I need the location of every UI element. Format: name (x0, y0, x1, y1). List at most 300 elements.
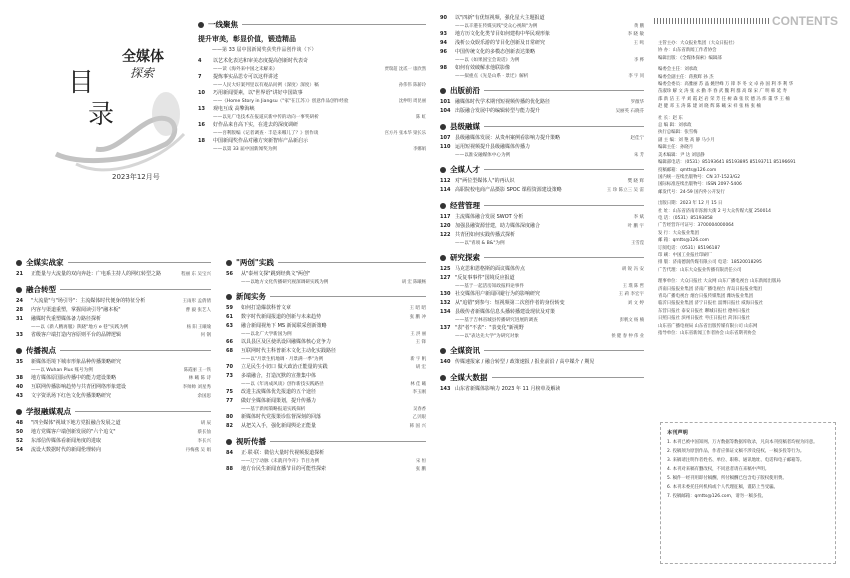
entry-subtitle: ——拟重点《先是山系 · 景迁》解析 (455, 74, 529, 79)
entry-title: 中国传统文化的多模态创新表达策略 (455, 49, 536, 55)
entry-title: 改进主流媒体优先报道的五个途径 (241, 389, 317, 395)
section-rule (270, 441, 426, 442)
entry-title: 县级融媒体发展：从贵州案例看影响力提升策略 (455, 135, 561, 141)
section-header (16, 284, 211, 295)
section-title: 研究探索 (450, 253, 480, 262)
entry-title: 互联网时代主科普新木文化主动化实践路径 (241, 348, 337, 354)
section-header (16, 257, 211, 268)
entry-author: 王 珍 陈立三 吴 雷 (606, 188, 644, 193)
toc-entry[interactable] (440, 134, 644, 143)
toc-entry[interactable] (198, 121, 426, 130)
entry-page-number: 18 (198, 138, 205, 144)
section-title: 全媒实战家 (26, 258, 64, 267)
entry-author: 贾瑞超 沈贰一 康欣然 (384, 67, 426, 72)
entry-page-number: 140 (440, 359, 451, 365)
colophon (654, 14, 838, 499)
col2 (226, 252, 426, 474)
toc-entry[interactable] (16, 446, 211, 455)
section-rule (492, 377, 645, 378)
entry-subtitle-row (440, 283, 644, 290)
entry-subtitle: ——基于一起活房知政报料论事件 (455, 284, 524, 289)
entry-subtitle: ——以"月景生机地调 · 月景满一季"为例 (241, 357, 324, 362)
entry-subtitle: ——以"青项 & B&"为例 (455, 241, 505, 246)
toc-entry[interactable] (440, 143, 644, 152)
section-header (440, 121, 644, 132)
toc-entry[interactable] (198, 137, 426, 146)
section-title: 视听传播 (236, 437, 266, 446)
toc-entry[interactable] (226, 313, 426, 322)
entry-page-number: 4 (198, 58, 202, 64)
entry-title: 县级传者新媒体信息头播转播建设现状及对策 (455, 309, 556, 315)
entry-author: 王雨彤 孟倩倩 (182, 299, 211, 304)
entry-page-number: 132 (440, 300, 451, 306)
masthead-line: 邮发代号：24-59 国内外公开发行 (658, 189, 725, 195)
entry-page-number: 143 (440, 386, 451, 392)
toc-entry[interactable] (16, 331, 211, 340)
col1-bottom (16, 252, 211, 455)
masthead-line: 广告代理：山东大众报业传播有限责任公司 (658, 267, 742, 273)
section-title: 融合转型 (26, 285, 56, 294)
entry-page-number: 13 (198, 106, 205, 112)
section-bullet-icon (440, 375, 446, 381)
toc-entry[interactable] (16, 383, 211, 392)
masthead-line: 国际标准连续出版物号：ISSN 2097-5406 (658, 182, 742, 188)
entry-author: 罗薇华 (630, 100, 644, 105)
entry-author: 林 曦 陈 诗 (188, 376, 211, 381)
entry-page-number: 43 (16, 393, 23, 399)
toc-entry[interactable] (440, 48, 644, 57)
entry-author: 杨 阳 王曦瑜 (186, 325, 211, 330)
entry-title: 如何打造爆款科普文章 (241, 305, 292, 311)
entry-author: 曹 毅 张艺人 (185, 308, 211, 313)
entry-title: 出版融合发展中的编辑转型与能力提升 (455, 108, 541, 114)
entry-title: "表"者"不表"："表变化"新视野 (455, 325, 524, 331)
toc-entry[interactable] (226, 304, 426, 313)
section-rule (60, 350, 211, 351)
entry-author: 胡 宏 陈曦畅 (401, 280, 426, 285)
entry-title: 对"两位型媒体人"的再认识 (455, 178, 515, 184)
section-rule (278, 262, 426, 263)
entry-title: 如何有效破解求他联影像 (455, 65, 511, 71)
entry-title: 地方媒体原国际传播中的能力建设策略 (31, 375, 117, 381)
entry-author: 吴丽英 石晓芬 (615, 109, 644, 114)
toc-entry[interactable] (440, 290, 644, 299)
masthead-line: 电 话：（0531）85193858 (658, 215, 713, 221)
entry-author: 陈霞丽 王一铁 (183, 368, 211, 373)
entry-title: 数字时代新闻报道的创新与未来趋势 (241, 314, 322, 320)
entry-title: "四全媒体"视域下地方党报融合发展之道 (31, 420, 121, 426)
masthead-line: 赵 健 邓 玉 涛 陈 建 刘 晓 辉 陈 曦 宋 祥 张 杨 张 楠 (658, 104, 761, 110)
section-bullet-icon (226, 260, 232, 266)
masthead-line: 国内统一连续出版物号：CN 37-1523/G2 (658, 174, 741, 180)
toc-entry[interactable] (226, 372, 426, 381)
masthead-line: 临沂日报报业集团 济宁日报社 淄博日报社 威海日报社 (658, 301, 764, 307)
toc-entry[interactable] (226, 413, 426, 422)
toc-entry[interactable] (198, 57, 426, 66)
entry-title: 提炼事实品思专可以这样讲述 (213, 74, 279, 80)
entry-author: 朱 芳 (634, 153, 644, 158)
entry-page-number: 31 (16, 316, 23, 322)
entry-title: 内容与渠道重塑，掌握阅读引导"融本板" (31, 307, 121, 313)
entry-page-number: 137 (440, 325, 451, 331)
toc-entry[interactable] (440, 39, 644, 48)
entry-subtitle: ——人民大好案列里以有观品问例（深度）深度）稿 (213, 83, 319, 88)
entry-title: 高职院校电商产品摄影 SPOC 课程资源建设策略 (455, 187, 562, 193)
entry-page-number: 52 (16, 438, 23, 444)
notice-line: 2. 投稿须为原创作品，作者应保证文稿不涉及侵权、一稿多投等行为。 (667, 449, 805, 454)
entry-title: 好作品来自高下实，在进去的深度调研 (213, 122, 299, 128)
toc-entry[interactable] (226, 465, 426, 474)
entry-author: 王雪滢 (631, 241, 644, 246)
entry-subtitle: ——以地方文化传播研究视深调研实践为例 (241, 280, 329, 285)
notice-line: 5. 稿件一经刊用即付稿酬，所付稿酬已包含电子版权使用费。 (667, 476, 787, 481)
entry-author: 张 鹏 (415, 467, 426, 472)
entry-subtitle: ——以 Wuhan Plus 账号为例 (31, 368, 93, 373)
toc-entry[interactable] (440, 231, 644, 240)
entry-page-number: 112 (440, 178, 451, 184)
entry-author: 李 宇 同 (628, 74, 644, 79)
entry-author: 王 昭 昭 (409, 306, 426, 311)
entry-subtitle: ——以淮安融媒体中心为例 (455, 153, 511, 158)
entry-subtitle-row (198, 114, 426, 121)
entry-subtitle-row (440, 73, 644, 80)
notice-line: 3. 来稿请注明作者姓名、单位、职称、通讯地址、电话和电子邮箱等。 (667, 458, 805, 463)
notice-line: 7. 投稿邮箱：qmtts@126.com，请勿一稿多投。 (667, 494, 767, 499)
toc-entry[interactable] (440, 64, 644, 73)
entry-title: "大流量"与"场引导"：主流媒体时代便身的特征分析 (31, 298, 146, 304)
toc-entry[interactable] (226, 338, 426, 347)
masthead-line: 社 址：山东省济南市泺源大街 2 号大众传媒大厦 250014 (658, 208, 771, 214)
section-header (226, 436, 426, 447)
toc-entry[interactable] (440, 98, 644, 107)
toc-entry[interactable] (226, 388, 426, 397)
toc-entry[interactable] (440, 308, 644, 317)
entry-title: "反复事事件"国境反应报道 (455, 275, 515, 281)
masthead-line: 订阅电话：（0531）85196187 (658, 245, 721, 251)
entry-page-number: 130 (440, 291, 451, 297)
section-title: 出版前沿 (450, 86, 480, 95)
entry-author: 胡 宏 (415, 365, 426, 370)
entry-page-number: 127 (440, 275, 451, 281)
toc-entry[interactable] (440, 265, 644, 274)
masthead-line: 东营日报社 泰安日报社 聊城日报社 德州日报社 (658, 308, 751, 314)
toc-entry[interactable] (226, 347, 426, 356)
masthead-line: 青岛广播电视台 烟台日报传媒集团 潍坊报业集团 (658, 294, 753, 299)
entry-title: 社交媒体用户新闻回避行为的影响研究 (455, 291, 541, 297)
masthead-line: 副 主 编：刘 艳 高 静 马小月 (658, 137, 715, 143)
entry-page-number: 59 (226, 305, 233, 311)
toc-entry[interactable] (226, 397, 426, 406)
entry-subtitle-row (226, 381, 426, 388)
entry-page-number: 16 (198, 122, 205, 128)
col1-top (198, 14, 426, 153)
masthead-line: 编委会副主任：蒋燕辉 孙 杰 (658, 74, 714, 80)
masthead-line: 总 编 辑：刘承政 (658, 123, 692, 129)
toc-entry[interactable] (16, 297, 211, 306)
entry-page-number: 28 (16, 307, 23, 313)
entry-subtitle: ——以先广电技术在报道庆新中传的动向一事奖研析 (213, 115, 319, 120)
entry-author: 余国思 (197, 394, 211, 399)
toc-entry[interactable] (440, 324, 644, 333)
entry-page-number: 48 (16, 420, 23, 426)
entry-title: 新媒体时代党报策诊监督深刻的回落 (241, 414, 322, 420)
entry-subtitle-row (16, 324, 211, 331)
toc-entry[interactable] (198, 73, 426, 82)
entry-author: 程丽 东 吴宝兴 (181, 272, 211, 277)
entry-subtitle-row (198, 98, 426, 105)
headline: 提升审美，彰显价值，锻造精品 (198, 35, 296, 43)
section-title: 经营管理 (450, 201, 480, 210)
section-bullet-icon (440, 255, 446, 261)
toc-entry[interactable] (226, 449, 426, 458)
entry-author: 叶 鹏 宇 (627, 224, 644, 229)
entry-title: 从"泰州文探"跳到经典文"两创" (241, 271, 311, 277)
entry-subtitle: ——以"表达先大学"为研究对象 (455, 334, 519, 339)
entry-subtitle-row (198, 130, 426, 137)
entry-subtitle-row (226, 356, 426, 363)
entry-subtitle-row (198, 146, 426, 153)
section-rule (484, 257, 644, 258)
right-page (440, 14, 838, 570)
entry-author: 王 锋 (415, 340, 426, 345)
entry-author: 林 佳 曦 (410, 382, 426, 387)
toc-entry[interactable] (16, 392, 211, 401)
entry-title: 山东省新媒体影响力 2023 年 11 月榜单及解读 (455, 386, 561, 392)
entry-page-number: 40 (16, 384, 23, 390)
entry-subtitle: ——以《新人精再服》陕晓"地方 e 巷"实践为例 (31, 325, 129, 330)
section-rule (484, 126, 644, 127)
section-title: 新闻实务 (236, 292, 266, 301)
section-bullet-icon (440, 203, 446, 209)
entry-page-number: 35 (16, 359, 23, 365)
entry-author: 赵佳宁 (630, 136, 644, 141)
section-bullet-icon (226, 294, 232, 300)
col3 (440, 14, 644, 394)
entry-subtitle: ——基于吉林省城县传播研究进展的调查 (455, 318, 538, 323)
section-bullet-icon (16, 287, 22, 293)
entry-title: 流设大数据时代的新闻伦理转向 (31, 447, 102, 453)
entry-title: 主流媒体融合发展 SWOT 分析 (455, 214, 524, 220)
section-rule (484, 205, 644, 206)
section-rule (484, 90, 644, 91)
entry-author: 樊 晓 辉 (627, 179, 644, 184)
entry-page-number: 56 (226, 271, 233, 277)
toc-entry[interactable] (440, 274, 644, 283)
toc-entry[interactable] (440, 358, 644, 367)
entry-page-number: 114 (440, 187, 451, 193)
section-title: 全媒大数据 (450, 373, 488, 382)
toc-entry[interactable] (440, 14, 644, 23)
section-header (440, 345, 644, 356)
masthead-line: 济南日报报业集团 济南广播电视台 青岛日报报业集团 (658, 286, 762, 292)
entry-subtitle-row (440, 240, 644, 247)
section-header (440, 372, 644, 383)
toc-entry[interactable] (16, 315, 211, 324)
entry-author: 蔡长仙 (197, 430, 211, 435)
toc-entry[interactable] (440, 222, 644, 231)
entry-title: 正·联·联：微信大量时代视频报道探析 (241, 450, 325, 456)
masthead-line: 出版日期：2023 年 12 月 15 日 (658, 201, 723, 207)
entry-title: 以具县区及区使讯设回融媒体核心竞争力 (241, 339, 332, 345)
entry-author: 王 鸣 (633, 41, 644, 46)
entry-author: 王 洪 丽 (410, 332, 426, 337)
masthead-line: 印 刷：中国工业报社印刷厂 (658, 252, 713, 258)
masthead-line: 发 行：大众报业集团 (658, 230, 699, 236)
entry-page-number: 110 (440, 144, 451, 150)
entry-subtitle: ——以辛港在传媒实践"受众心视频"为例 (455, 24, 538, 29)
masthead-line: 日照日报社 滨州日报社 枣庄日报社 菏泽日报社 (658, 316, 751, 322)
toc-entry[interactable] (440, 186, 644, 195)
entry-page-number: 38 (16, 375, 23, 381)
entry-author: 宫方丹 张本华 梁长乐 (384, 131, 426, 136)
masthead-line: 主管主办：大众报业集团（大众日报社） (658, 41, 738, 46)
section-bullet-icon (16, 409, 22, 415)
entry-title: 正能量与大流量的双向奔赴：广电系主持人的网红转型之路 (31, 271, 162, 277)
toc-entry[interactable] (198, 89, 426, 98)
entry-title: 以"四新"有优短视频，强化星大主题报道 (455, 15, 545, 21)
entry-author: 李 晓 敏 (627, 32, 644, 37)
toc-entry[interactable] (440, 30, 644, 39)
entry-page-number: 77 (226, 398, 233, 404)
entry-page-number: 80 (226, 414, 233, 420)
entry-author: 彭帆文 杨 楠 (619, 318, 644, 323)
entry-page-number: 21 (16, 271, 23, 277)
brand-subtitle: 探索 (130, 66, 155, 80)
entry-author: 李长兴 (197, 439, 211, 444)
section-header (440, 200, 644, 211)
entry-author: 何 钢 (200, 333, 211, 338)
entry-page-number: 94 (440, 40, 447, 46)
entry-subtitle-row (440, 23, 644, 30)
masthead-line: 指导单位：山东省新闻工作者协会 山东省期刊协会 (658, 331, 756, 337)
entry-subtitle-row (226, 406, 426, 413)
entry-author: 李帅帅 刘星秀 (182, 385, 211, 390)
section-header (440, 164, 644, 175)
cover-char-lu: 录 (88, 100, 115, 130)
cover-art (16, 14, 192, 186)
masthead-line: 编委会委员：高雅丽 苏 晶 姚世峰 万 锋 李 冬 文 卓 孙 国 利 李 利 华 (658, 82, 794, 88)
entry-title: 浅析公众娱乐游的节目化创新及日常研究 (455, 40, 546, 46)
masthead-line: 执行总编辑：张雪梅 (658, 130, 698, 136)
entry-page-number: 50 (16, 429, 23, 435)
masthead-line: 编辑出版：《全媒体探索》编辑部 (658, 55, 722, 61)
toc-entry[interactable] (226, 322, 426, 331)
entry-author: 张 鹏 冲 (409, 315, 426, 320)
toc-entry[interactable] (16, 428, 211, 437)
toc-entry[interactable] (16, 270, 211, 279)
entry-author: 吴春香 (413, 407, 426, 412)
entry-author: 陈 虹 (416, 115, 426, 120)
toc-entry[interactable] (226, 363, 426, 372)
entry-page-number: 7 (198, 74, 202, 80)
toc-entry[interactable] (198, 105, 426, 114)
toc-entry[interactable] (226, 422, 426, 431)
entry-title: 运用短视频提升县级融媒体传播力 (455, 144, 531, 150)
section-bullet-icon (16, 260, 22, 266)
section-bullet-icon (226, 439, 232, 445)
entry-page-number: 90 (440, 15, 447, 21)
section-bullet-icon (440, 88, 446, 94)
masthead-line: 协 办：山东省新闻工作者协会 (658, 48, 717, 54)
section-title: 全媒人才 (450, 165, 480, 174)
entry-page-number: 98 (440, 65, 447, 71)
entry-page-number: 68 (226, 348, 233, 354)
section-title: 学报融媒观点 (26, 407, 71, 416)
section-header (16, 345, 211, 356)
entry-title: 东部信传媒体看新闻角度的进取 (31, 438, 102, 444)
masthead-line: 投稿邮箱：qmtts@126.com (658, 167, 717, 173)
toc-entry[interactable] (16, 358, 211, 367)
entry-subtitle: ——基于新闻策略报道实践探析 (241, 407, 306, 412)
section-rule (68, 262, 212, 263)
entry-subtitle: ——吾利版编《记者调查 · 丰是来哪儿了？》创作谈 (213, 131, 319, 136)
masthead-line: 邵 新 洁 王 平 刘 霞 赵 岩 荣 芳 任 树 森 张 钦 德 冯 炜 董 华 王 楠 (658, 96, 790, 102)
toc-entry[interactable] (16, 419, 211, 428)
masthead-line: 邮 箱：qmtts@126.com (658, 238, 709, 244)
entry-author: 胡 辰 (200, 421, 211, 426)
toc-entry[interactable] (16, 374, 211, 383)
entry-page-number: 70 (226, 364, 233, 370)
section-bullet-icon (440, 167, 446, 173)
entry-subtitle-row (198, 82, 426, 89)
toc-entry[interactable] (440, 177, 644, 186)
header-dots (654, 18, 769, 24)
entry-author: 李娜娟 (413, 147, 426, 152)
section-rule (270, 296, 426, 297)
entry-title: 文字资讯场下红色文化传播策略研究 (31, 393, 112, 399)
issue-date: 2023年12月号 (112, 173, 160, 181)
masthead-line: 编辑部电话：（0531）85193641 85193895 85193711 85196691 (658, 160, 796, 166)
entry-subtitle: ——以第 33 届中国新闻奖为例 (213, 147, 277, 152)
section-rule (484, 350, 644, 351)
entry-title: 以艺术化表达和审美态度提高创新时代表奇 (213, 58, 309, 64)
section-bullet-icon (440, 124, 446, 130)
masthead-line: 广告经营许可证号：3700004000064 (658, 223, 734, 229)
entry-author: 沈仲明 周昆丽 (398, 99, 426, 104)
toc-entry[interactable] (440, 107, 644, 116)
entry-subtitle: ——以北广大学新国为例 (241, 332, 292, 337)
section-bullet-icon (16, 348, 22, 354)
notice-title: 本刊声明 (667, 430, 688, 436)
toc-entry[interactable] (440, 385, 644, 394)
toc-entry[interactable] (440, 299, 644, 308)
entry-author: 王 璞 陈 哲 (622, 284, 644, 289)
entry-title: 互联网传播影响趋势与共青团网络形象建设 (31, 384, 127, 390)
entry-page-number: 88 (226, 466, 233, 472)
toc-entry[interactable] (440, 213, 644, 222)
entry-page-number: 104 (440, 108, 451, 114)
entry-subtitle-row (440, 152, 644, 159)
entry-title: 融媒时代重塑媒体备力路径探析 (31, 316, 102, 322)
entry-subtitle: ——《Home Story in Jiangsu（"家"在江苏）》创意作品创作经验 (213, 99, 349, 104)
entry-author: 宋 恒 (416, 459, 426, 464)
entry-title: 巧用新闻要素，以"世界语"讲好中国故事 (213, 90, 303, 96)
entry-author: 新 宇 帆 (410, 357, 426, 362)
entry-author: 乙贝眼 (412, 415, 426, 420)
entry-subtitle: ——读《海外来中国之未解来》 (213, 67, 278, 72)
entry-author: 丹梅燕 吴 娟 (185, 448, 211, 453)
entry-author: 黄 鹏 (634, 24, 644, 29)
toc-entry[interactable] (16, 437, 211, 446)
entry-author: 孙伟伟 陈薪玲 (398, 83, 426, 88)
entry-subtitle: ——辽宁动脉《未就刊今开》节目为例 (241, 459, 320, 464)
masthead-line: 苗淑珍 解 文 涛 张 永 勤 李 春 武 魏 利 群 高 琛 宋 广 明 韩 延 寿 (658, 89, 787, 95)
entry-page-number: 101 (440, 99, 451, 105)
entry-title: 地方台民生新闻直播节目的可能性探索 (241, 466, 327, 472)
toc-entry[interactable] (16, 306, 211, 315)
toc-entry[interactable] (226, 270, 426, 279)
section-header (16, 406, 211, 417)
